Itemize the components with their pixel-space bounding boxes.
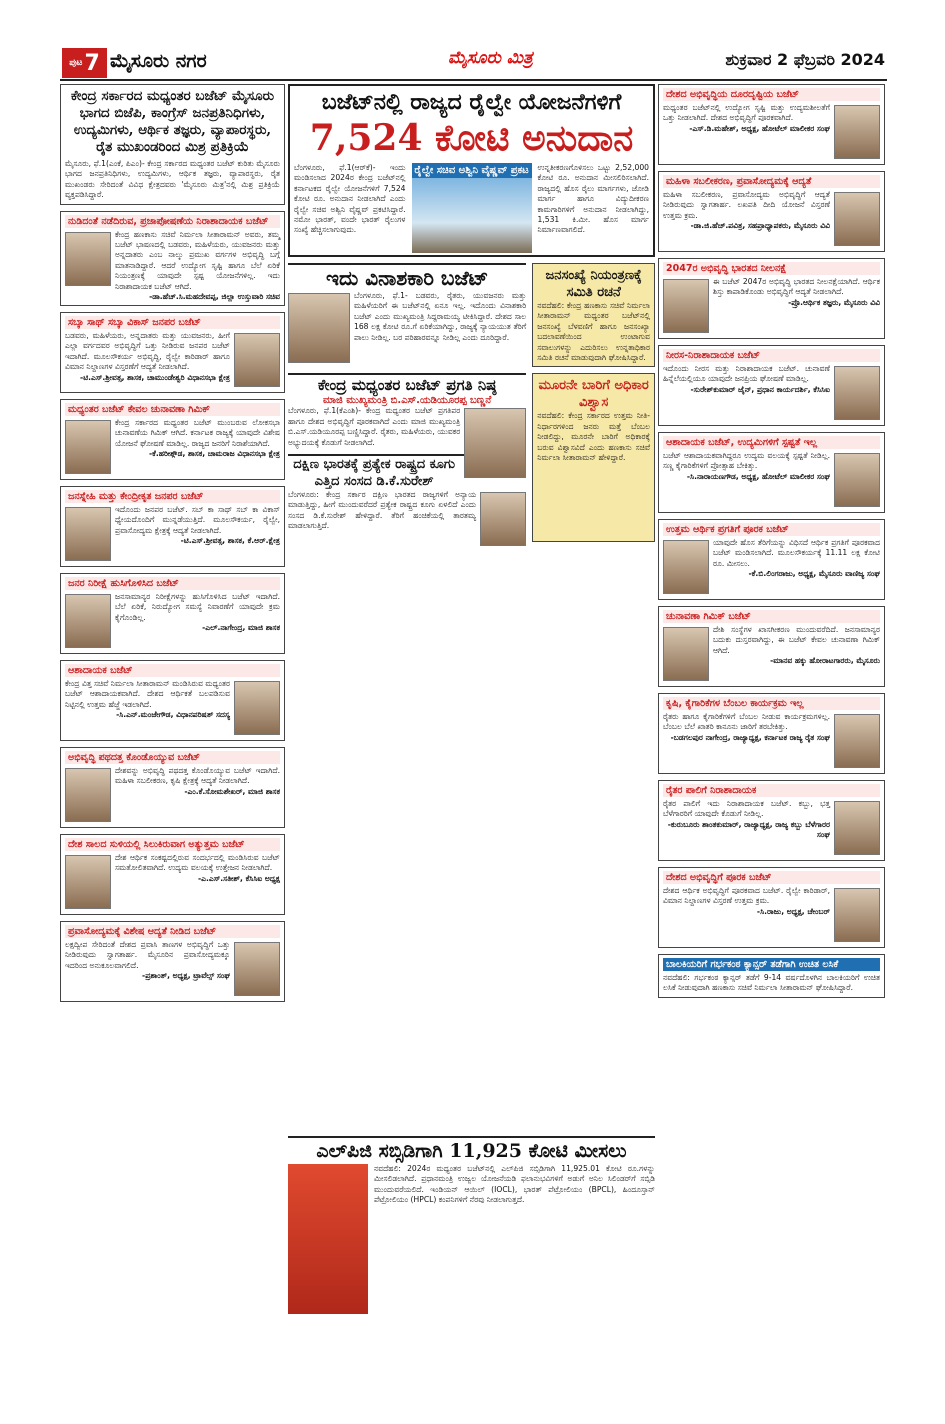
- lpg-cylinders-photo: [288, 1164, 368, 1314]
- opinion-signature: -ಸುರೇಶ್‌ಕುಮಾರ್ ಜೈನ್, ಪ್ರಧಾನ ಕಾರ್ಯದರ್ಶಿ, ಕೆಸಿಸಿಐ: [690, 384, 830, 394]
- left-lead-body: ಮೈಸೂರು, ಫೆ.1(ಎಂಕೆ, ಪಿಎಂ)- ಕೇಂದ್ರ ಸರ್ಕಾರದ ಮಧ್ಯಂತರ ಬಜೆಟ್ ಕುರಿತು ಮೈಸೂರು ಭಾಗದ ಜನಪ್ರತಿನಿಧಿಗಳು, ಉದ್ಯಮಿಗಳು, ಆರ್ಥಿಕ ತಜ್ಞರು, ವ್ಯಾಪಾರಸ್ಥರು, ರೈತ ಮುಖಂಡರು ಸೇರಿದಂತೆ ವಿವಿಧ ಕ್ಷೇತ್ರದವರು 'ಮೈಸೂರು ಮಿತ್ರ'ನಲ್ಲಿ ಮಿಶ್ರ ಪ್ರತಿಕ್ರಿಯೆ ವ್ಯಕ್ತಪಡಿಸಿದ್ದಾರೆ.: [65, 159, 280, 200]
- lead-body-left: ಬೆಂಗಳೂರು, ಫೆ.1(ಆರ್‌ಕೆ)- ಇಂದು ಮಂಡಿಸಲಾದ 2024ರ ಕೇಂದ್ರ ಬಜೆಟ್‌ನಲ್ಲಿ ಕರ್ನಾಟಕದ ರೈಲ್ವೇ ಯೋಜನೆಗಳಿಗೆ 7,524 ಕೋಟಿ ರೂ. ಅನುದಾನ ನೀಡಲಾಗಿದೆ ಎಂದು ರೈಲ್ವೇ ಸಚಿವ ಅಶ್ವಿನಿ ವೈಷ್ಣವ್ ಪ್ರಕಟಿಸಿದ್ದಾರೆ. ನಮೋ ಭಾರತ್, ವಂದೇ ಭಾರತ್ ರೈಲುಗಳ ಸಂಖ್ಯೆ ಹೆಚ್ಚಿಸಲಾಗುವುದು.: [294, 163, 406, 235]
- story3-subhead: ಮಾಜಿ ಮುಖ್ಯಮಂತ್ರಿ ಬಿ.ಎಸ್.ಯಡಿಯೂರಪ್ಪ ಬಣ್ಣನೆ: [322, 395, 492, 407]
- opinion-box: [60, 486, 285, 567]
- opinion-box: [60, 747, 285, 828]
- opinion-body: ಯಾವುದೇ ಹೊಸ ತೆರಿಗೆಯನ್ನು ವಿಧಿಸದೆ ಆರ್ಥಿಕ ಪ್ರಗತಿಗೆ ಪೂರಕವಾದ ಬಜೆಟ್ ಮಂಡಿಸಲಾಗಿದೆ. ಮೂಲಸೌಕರ್ಯಕ್ಕೆ 11.11 ಲಕ್ಷ ಕೋಟಿ ರೂ. ಮೀಸಲು.: [713, 538, 880, 568]
- opinion-body: ರೈತರ ಪಾಲಿಗೆ ಇದು ನಿರಾಶಾದಾಯಕ ಬಜೆಟ್. ಕಬ್ಬು, ಭತ್ತ ಬೆಳೆಗಾರರಿಗೆ ಯಾವುದೇ ಕೊಡುಗೆ ನೀಡಿಲ್ಲ.: [663, 799, 830, 819]
- opinion-kicker: ಪ್ರವಾಸೋದ್ಯಮಕ್ಕೆ ವಿಶೇಷ ಆದ್ಯತೆ ನೀಡಿದ ಬಜೆಟ್: [65, 925, 280, 938]
- opinion-box: [658, 867, 885, 948]
- opinion-body: ಕೇಂದ್ರ ಹಣಕಾಸು ಸಚಿವೆ ನಿರ್ಮಲಾ ಸೀತಾರಾಮನ್ ಅವರು, ತಮ್ಮ ಬಜೆಟ್ ಭಾಷಣದಲ್ಲಿ ಬಡವರು, ಮಹಿಳೆಯರು, ಯುವಜನರು ಮತ್ತು ಅನ್ನದಾತರು ಎಂಬ ನಾಲ್ಕು ಪ್ರಮುಖ ವರ್ಗಗಳ ಅಭಿವೃದ್ಧಿ ಬಗ್ಗೆ ಮಾತನಾಡಿದ್ದಾರೆ. ಆದರೆ ಉದ್ಯೋಗ ಸೃಷ್ಟಿ ಹಾಗೂ ಬೆಲೆ ಏರಿಕೆ ನಿಯಂತ್ರಣಕ್ಕೆ ಯಾವುದೇ ಸ್ಪಷ್ಟ ಯೋಜನೆಗಳಿಲ್ಲ. ಇದು ನಿರಾಶಾದಾಯಕ ಬಜೆಟ್ ಆಗಿದೆ.: [115, 229, 280, 291]
- opinion-signature: -ಪ್ರೊ.ಆರ್ಥಿಕ ತಜ್ಞರು, ಮೈಸೂರು ವಿವಿ: [788, 297, 880, 307]
- opinion-box: [658, 84, 885, 165]
- person-photo: [663, 540, 709, 594]
- story4-headline: ದಕ್ಷಿಣ ಭಾರತಕ್ಕೆ ಪ್ರತ್ಯೇಕ ರಾಷ್ಟ್ರದ ಕೂಗು ಎತ್ತಿದ ಸಂಸದ ಡಿ.ಕೆ.ಸುರೇಶ್: [293, 457, 455, 490]
- opinion-kicker: ನುಡಿದಂತೆ ನಡೆದಿರುವ, ಪ್ರಜಾಪೋಷಣೆಯ ನಿರಾಶಾದಾಯಕ ಬಜೆಟ್: [65, 215, 280, 228]
- story5-body: ನವದೆಹಲಿ: 2024ರ ಮಧ್ಯಂತರ ಬಜೆಟ್‌ನಲ್ಲಿ ಎಲ್‌ಪಿಜಿ ಸಬ್ಸಿಡಿಗಾಗಿ 11,925.01 ಕೋಟಿ ರೂ.ಗಳನ್ನು ಮೀಸಲಿಡಲಾಗಿದೆ. ಪ್ರಧಾನಮಂತ್ರಿ ಉಜ್ವಲ ಯೋಜನೆಯಡಿ ಫಲಾನುಭವಿಗಳಿಗೆ ಅಡುಗೆ ಅನಿಲ ಸಿಲಿಂಡರ್‌ಗೆ ಸಬ್ಸಿಡಿ ಮುಂದುವರೆಯಲಿದೆ. ಇಂಡಿಯನ್ ಆಯಿಲ್ (IOCL), ಭಾರತ್ ಪೆಟ್ರೋಲಿಯಂ (BPCL), ಹಿಂದೂಸ್ತಾನ್ ಪೆಟ್ರೋಲಿಯಂ (HPCL) ಕಂಪನಿಗಳಿಗೆ ನೆರವು ನೀಡಲಾಗುತ್ತದೆ.: [374, 1164, 655, 1205]
- person-photo: [65, 420, 111, 474]
- opinion-signature: -ಟಿ.ಎಸ್.ಶ್ರೀವತ್ಸ, ಶಾಸಕ, ಕೆ.ಆರ್.ಕ್ಷೇತ್ರ: [180, 536, 280, 546]
- opinion-box: [60, 211, 285, 306]
- person-photo: [65, 594, 111, 648]
- story3-body: ಬೆಂಗಳೂರು, ಫೆ.1(ಕೆಎಂಶಿ)- ಕೇಂದ್ರ ಮಧ್ಯಂತರ ಬಜೆಟ್ ಪ್ರಗತಿಪರ ಹಾಗೂ ದೇಶದ ಅಭಿವೃದ್ಧಿಗೆ ಪೂರಕವಾಗಿದೆ ಎಂದು ಮಾಜಿ ಮುಖ್ಯಮಂತ್ರಿ ಬಿ.ಎಸ್.ಯಡಿಯೂರಪ್ಪ ಬಣ್ಣಿಸಿದ್ದಾರೆ. ರೈತರು, ಮಹಿಳೆಯರು, ಯುವಕರ ಅಭ್ಯುದಯಕ್ಕೆ ಕೊಡುಗೆ ನೀಡಲಾಗಿದೆ.: [288, 406, 461, 447]
- chief-minister-photo: [288, 293, 350, 363]
- opinion-signature: -ಡಾ.ಜಿ.ಹೆಚ್.ಪವಿತ್ರ, ಸಹಪ್ರಾಧ್ಯಾಪಕರು, ಮೈಸೂರು ವಿವಿ: [690, 221, 830, 231]
- lead-callout: ರೈಲ್ವೇ ಸಚಿವ ಅಶ್ವಿನಿ ವೈಷ್ಣವ್ ಪ್ರಕಟ: [412, 163, 532, 178]
- left-lead-headline: ಕೇಂದ್ರ ಸರ್ಕಾರದ ಮಧ್ಯಂತರ ಬಜೆಟ್ ಮೈಸೂರು ಭಾಗದ ಬಿಜೆಪಿ, ಕಾಂಗ್ರೆಸ್ ಜನಪ್ರತಿನಿಧಿಗಳು, ಉದ್ಯಮಿಗಳು, ಆರ್ಥಿಕ ತಜ್ಞರು, ವ್ಯಾಪಾರಸ್ಥರು, ರೈತ ಮುಖಂಡರಿಂದ ಮಿಶ್ರ ಪ್ರತಿಕ್ರಿಯೆ: [70, 88, 275, 155]
- opinion-body: ದೇಶಿ ಸಂಸ್ಥೆಗಳ ಖಾಸಗೀಕರಣ ಮುಂದುವರೆದಿದೆ. ಜನಸಾಮಾನ್ಯರ ಬದುಕು ದುಸ್ತರವಾಗಿದ್ದು, ಈ ಬಜೆಟ್ ಕೇವಲ ಚುನಾವಣಾ ಗಿಮಿಕ್ ಆಗಿದೆ.: [713, 625, 880, 655]
- person-photo: [65, 507, 111, 561]
- opinion-box: [60, 312, 285, 393]
- opinion-box: [658, 171, 885, 252]
- left-column: [60, 84, 285, 1404]
- opinion-body: ದೇಶವನ್ನು ಅಭಿವೃದ್ಧಿ ಪಥದತ್ತ ಕೊಂಡೊಯ್ಯುವ ಬಜೆಟ್ ಇದಾಗಿದೆ. ಮಹಿಳಾ ಸಬಲೀಕರಣ, ಕೃಷಿ ಕ್ಷೇತ್ರಕ್ಕೆ ಆದ್ಯತೆ ನೀಡಲಾಗಿದೆ.: [115, 766, 280, 786]
- opinion-body: ರೈತರು ಹಾಗೂ ಕೈಗಾರಿಕೆಗಳಿಗೆ ಬೆಂಬಲ ನೀಡುವ ಕಾರ್ಯಕ್ರಮಗಳಿಲ್ಲ. ಬೆಂಬಲ ಬೆಲೆ ಖಾತರಿ ಕಾನೂನು ಜಾರಿಗೆ ತರಬೇಕಿತ್ತು.: [663, 712, 830, 732]
- opinion-body: ಬಜೆಟ್ ಆಶಾದಾಯಕವಾಗಿದ್ದರೂ ಉದ್ಯಮ ವಲಯಕ್ಕೆ ಸ್ಪಷ್ಟತೆ ನೀಡಿಲ್ಲ. ಸಣ್ಣ ಕೈಗಾರಿಕೆಗಳಿಗೆ ಪ್ರೋತ್ಸಾಹ ಬೇಕಿತ್ತು.: [663, 451, 830, 471]
- story-progress-budget: [288, 373, 526, 448]
- yediyurappa-photo: [464, 408, 526, 478]
- opinion-signature: -ಸಿ.ಎನ್.ಮಂಜೇಗೌಡ, ವಿಧಾನಪರಿಷತ್ ಸದಸ್ಯ: [116, 710, 230, 720]
- opinion-kicker: ಜನರ ನಿರೀಕ್ಷೆ ಹುಸಿಗೊಳಿಸಿದ ಬಜೆಟ್: [65, 577, 280, 590]
- census-box: [532, 263, 655, 367]
- opinion-body: ಇದೊಂದು ಜನಪರ ಬಜೆಟ್. ಸಬ್ ಕಾ ಸಾಥ್ ಸಬ್ ಕಾ ವಿಕಾಸ್ ಧ್ಯೇಯದೊಂದಿಗೆ ಮುನ್ನಡೆಯುತ್ತಿದೆ. ಮೂಲಸೌಕರ್ಯ, ರೈಲ್ವೇ, ಪ್ರವಾಸೋದ್ಯಮ ಕ್ಷೇತ್ರಕ್ಕೆ ಆದ್ಯತೆ ನೀಡಲಾಗಿದೆ.: [115, 505, 280, 535]
- story5-headline: ಎಲ್‌ಪಿಜಿ ಸಬ್ಸಿಡಿಗಾಗಿ 11,925 ಕೋಟಿ ಮೀಸಲು: [316, 1140, 627, 1162]
- opinion-signature: -ಮಾನವ ಹಕ್ಕು ಹೋರಾಟಗಾರರು, ಮೈಸೂರು: [770, 656, 880, 666]
- opinion-signature: -ಕೆ.ಹರೀಶ್ಗೌಡ, ಶಾಸಕ, ಚಾಮರಾಜ ವಿಧಾನಸಭಾ ಕ್ಷೇತ್ರ: [148, 449, 280, 459]
- vaccine-story: [658, 954, 885, 998]
- lead-body-right: ಉನ್ನತೀಕರಣಗೊಳಿಸಲು ಒಟ್ಟು 2,52,000 ಕೋಟಿ ರೂ. ಅನುದಾನ ಮೀಸಲಿರಿಸಲಾಗಿದೆ. ರಾಜ್ಯದಲ್ಲಿ ಹೊಸ ರೈಲು ಮಾರ್ಗಗಳು, ಜೋಡಿ ಮಾರ್ಗ ಹಾಗೂ ವಿದ್ಯುದೀಕರಣ ಕಾಮಗಾರಿಗಳಿಗೆ ಅನುದಾನ ನೀಡಲಾಗಿದ್ದು, 1,531 ಕಿ.ಮೀ. ಹೊಸ ಮಾರ್ಗ ನಿರ್ಮಾಣವಾಗಲಿದೆ.: [537, 163, 649, 235]
- page-label: ಪುಟ: [69, 58, 83, 68]
- story-destructive-budget: [288, 263, 526, 343]
- page-number: 7: [84, 50, 100, 76]
- opinion-kicker: ಮಧ್ಯಂತರ ಬಜೆಟ್ ಕೇವಲ ಚುನಾವಣಾ ಗಿಮಿಕ್: [65, 403, 280, 416]
- opinion-signature: -ಎ.ಎಸ್.ಸತೀಶ್, ಕೆಸಿಸಿಐ ಅಧ್ಯಕ್ಷ: [198, 873, 280, 883]
- person-photo: [234, 333, 280, 387]
- opinion-signature: -ಬಡಗಲಪುರ ನಾಗೇಂದ್ರ, ರಾಜ್ಯಾಧ್ಯಕ್ಷ, ಕರ್ನಾಟಕ ರಾಜ್ಯ ರೈತ ಸಂಘ: [670, 732, 830, 742]
- lead-headline-line2: 7,524 ಕೋಟಿ ಅನುದಾನ: [309, 117, 634, 159]
- person-photo: [834, 453, 880, 507]
- opinion-signature: -ಎಂ.ಕೆ.ಸೋಮಶೇಖರ್, ಮಾಜಿ ಶಾಸಕ: [184, 786, 280, 796]
- opinion-box: [658, 519, 885, 600]
- person-photo: [65, 232, 111, 286]
- opinion-kicker: ಆಶಾದಾಯಕ ಬಜೆಟ್: [65, 664, 280, 677]
- opinion-box: [658, 780, 885, 861]
- story4-body: ಬೆಂಗಳೂರು: ಕೇಂದ್ರ ಸರ್ಕಾರ ದಕ್ಷಿಣ ಭಾರತದ ರಾಜ್ಯಗಳಿಗೆ ಅನ್ಯಾಯ ಮಾಡುತ್ತಿದ್ದು, ಹೀಗೆ ಮುಂದುವರೆದರೆ ಪ್ರತ್ಯೇಕ ರಾಷ್ಟ್ರದ ಕೂಗು ಏಳಲಿದೆ ಎಂದು ಸಂಸದ ಡಿ.ಕೆ.ಸುರೇಶ್ ಹೇಳಿದ್ದಾರೆ. ತೆರಿಗೆ ಹಂಚಿಕೆಯಲ್ಲಿ ತಾರತಮ್ಯ ಮಾಡಲಾಗುತ್ತಿದೆ.: [288, 490, 477, 531]
- story-lpg: [288, 1136, 655, 1406]
- person-photo: [234, 942, 280, 996]
- opinion-body: ಇದೊಂದು ನೀರಸ ಮತ್ತು ನಿರಾಶಾದಾಯಕ ಬಜೆಟ್. ಚುನಾವಣೆ ಹಿನ್ನೆಲೆಯಲ್ಲಿಯೂ ಯಾವುದೇ ಜನಪ್ರಿಯ ಘೋಷಣೆ ಮಾಡಿಲ್ಲ.: [663, 364, 830, 384]
- left-lead-box: [60, 84, 285, 205]
- opinion-kicker: ನೀರಸ-ನಿರಾಶಾದಾಯಕ ಬಜೆಟ್: [663, 349, 880, 362]
- trust-headline: ಮೂರನೇ ಬಾರಿಗೆ ಅಧಿಕಾರ ವಿಶ್ವಾಸ: [538, 378, 649, 411]
- person-photo: [834, 105, 880, 159]
- opinion-box: [658, 258, 885, 339]
- opinion-kicker: ದೇಶ ಸಾಲದ ಸುಳಿಯಲ್ಲಿ ಸಿಲುಕಿರುವಾಗ ಅತ್ಯುತ್ತಮ ಬಜೆಟ್: [65, 838, 280, 851]
- opinion-body: ದೇಶ ಆರ್ಥಿಕ ಸಂಕಷ್ಟದಲ್ಲಿರುವ ಸಂದರ್ಭದಲ್ಲಿ ಮಂಡಿಸಿರುವ ಬಜೆಟ್ ಸಮತೋಲಿತವಾಗಿದೆ. ಉದ್ಯಮ ವಲಯಕ್ಕೆ ಉತ್ತೇಜನ ನೀಡಲಾಗಿದೆ.: [115, 853, 280, 873]
- opinion-kicker: ಜನಸ್ನೇಹಿ ಮತ್ತು ಕೇಂದ್ರೀಕೃತ ಜನಪರ ಬಜೆಟ್: [65, 490, 280, 503]
- person-photo: [834, 714, 880, 768]
- opinion-kicker: ರೈತರ ಪಾಲಿಗೆ ನಿರಾಶಾದಾಯಕ: [663, 784, 880, 797]
- person-photo: [65, 768, 111, 822]
- opinion-box: [658, 345, 885, 426]
- opinion-body: ಕೇಂದ್ರ ಸರ್ಕಾರದ ಮಧ್ಯಂತರ ಬಜೆಟ್ ಮುಂಬರುವ ಲೋಕಸಭಾ ಚುನಾವಣೆಯ ಗಿಮಿಕ್ ಆಗಿದೆ. ಕರ್ನಾಟಕ ರಾಜ್ಯಕ್ಕೆ ಯಾವುದೇ ವಿಶೇಷ ಯೋಜನೆ ಘೋಷಣೆ ಮಾಡಿಲ್ಲ. ರಾಜ್ಯದ ಜನರಿಗೆ ನಿರಾಶೆಯಾಗಿದೆ.: [115, 418, 280, 448]
- opinion-signature: -ಎಸ್.ಡಿ.ಮಹೇಶ್, ಅಧ್ಯಕ್ಷ, ಹೋಟೆಲ್ ಮಾಲೀಕರ ಸಂಘ: [689, 123, 830, 133]
- opinion-box: [60, 573, 285, 654]
- opinion-body: ಕೇಂದ್ರ ವಿತ್ತ ಸಚಿವೆ ನಿರ್ಮಲಾ ಸೀತಾರಾಮನ್ ಮಂಡಿಸಿರುವ ಮಧ್ಯಂತರ ಬಜೆಟ್ ಆಶಾದಾಯಕವಾಗಿದೆ. ದೇಶದ ಆರ್ಥಿಕತೆ ಬಲಪಡಿಸುವ ನಿಟ್ಟಿನಲ್ಲಿ ಉತ್ತಮ ಹೆಜ್ಜೆ ಇಡಲಾಗಿದೆ.: [65, 679, 230, 709]
- person-photo: [834, 888, 880, 942]
- right-column: [658, 84, 885, 1404]
- opinion-box: [658, 693, 885, 774]
- issue-date: ಶುಕ್ರವಾರ 2 ಫೆಬ್ರವರಿ 2024: [725, 50, 885, 69]
- person-photo: [834, 366, 880, 420]
- census-headline: ಜನಸಂಖ್ಯೆ ನಿಯಂತ್ರಣಕ್ಕೆ ಸಮಿತಿ ರಚನೆ: [545, 268, 642, 300]
- opinion-signature: -ಸಿ.ನಾರಾಯಣಗೌಡ, ಅಧ್ಯಕ್ಷ, ಹೋಟೆಲ್ ಮಾಲೀಕರ ಸಂಘ: [686, 471, 830, 481]
- lead-story: [288, 84, 655, 257]
- opinion-body: ಈ ಬಜೆಟ್ 2047ರ ಅಭಿವೃದ್ಧಿ ಭಾರತದ ನೀಲನಕ್ಷೆಯಾಗಿದೆ. ಆರ್ಥಿಕ ಶಿಸ್ತು ಕಾಪಾಡಿಕೊಂಡು ಅಭಿವೃದ್ಧಿಗೆ ಆದ್ಯತೆ ನೀಡಲಾಗಿದೆ.: [713, 277, 880, 297]
- person-photo: [834, 801, 880, 855]
- masthead: [0, 0, 945, 78]
- opinion-signature: -ಪ್ರಶಾಂತ್, ಅಧ್ಯಕ್ಷ, ಟ್ರಾವೆಲ್ಸ್ ಸಂಘ: [142, 971, 230, 981]
- opinion-kicker: ಅಭಿವೃದ್ಧಿ ಪಥದತ್ತ ಕೊಂಡೊಯ್ಯುವ ಬಜೆಟ್: [65, 751, 280, 764]
- opinion-box: [60, 399, 285, 480]
- opinion-signature: -ಕೆ.ಬಿ.ಲಿಂಗರಾಜು, ಅಧ್ಯಕ್ಷ, ಮೈಸೂರು ವಾಣಿಜ್ಯ ಸಂಘ: [748, 569, 880, 579]
- opinion-box: [658, 432, 885, 513]
- opinion-body: ಬಡವರು, ಮಹಿಳೆಯರು, ಅನ್ನದಾತರು ಮತ್ತು ಯುವಜನರು, ಹೀಗೆ ಎಲ್ಲಾ ವರ್ಗದವರ ಅಭಿವೃದ್ಧಿಗೆ ಒತ್ತು ನೀಡಿರುವ ಜನಪರ ಬಜೆಟ್ ಇದಾಗಿದೆ. ಮೂಲಸೌಕರ್ಯ ಅಭಿವೃದ್ಧಿ, ರೈಲ್ವೇ ಕಾರಿಡಾರ್ ಹಾಗೂ ವಿಮಾನ ನಿಲ್ದಾಣಗಳ ವಿಸ್ತರಣೆಗೆ ಆದ್ಯತೆ ನೀಡಲಾಗಿದೆ.: [65, 331, 230, 372]
- opinion-box: [60, 660, 285, 741]
- story2-headline: ಇದು ವಿನಾಶಕಾರಿ ಬಜೆಟ್: [325, 266, 489, 290]
- opinion-kicker: ಮಹಿಳಾ ಸಬಲೀಕರಣ, ಪ್ರವಾಸೋದ್ಯಮಕ್ಕೆ ಆದ್ಯತೆ: [663, 175, 880, 188]
- opinion-kicker: ದೇಶದ ಅಭಿವೃದ್ಧಿಗೆ ಪೂರಕ ಬಜೆಟ್: [663, 871, 880, 884]
- vaccine-headline: ಬಾಲಕಿಯರಿಗೆ ಗರ್ಭಕಂಠ ಕ್ಯಾನ್ಸರ್ ತಡೆಗಾಗಿ ಉಚಿತ ಲಸಿಕೆ: [663, 958, 880, 971]
- opinion-box: [658, 606, 885, 687]
- masthead-rule: [60, 79, 887, 81]
- trust-body: ನವದೆಹಲಿ: ಕೇಂದ್ರ ಸರ್ಕಾರದ ಉತ್ತಮ ನೀತಿ-ನಿರ್ಧಾರಗಳಿಂದ ಜನರು ಮತ್ತೆ ಬೆಂಬಲ ನೀಡಲಿದ್ದು, ಮೂರನೇ ಬಾರಿಗೆ ಅಧಿಕಾರಕ್ಕೆ ಬರುವ ವಿಶ್ವಾಸವಿದೆ ಎಂದು ಹಣಕಾಸು ಸಚಿವೆ ನಿರ್ಮಲಾ ಸೀತಾರಾಮನ್ ಹೇಳಿದ್ದಾರೆ.: [537, 411, 650, 463]
- newspaper-logo: ಮೈಸೂರು ಮಿತ್ರ: [448, 48, 533, 68]
- person-photo: [65, 855, 111, 909]
- person-photo: [834, 192, 880, 246]
- person-photo: [663, 627, 709, 681]
- dk-suresh-photo: [480, 492, 526, 546]
- trust-box: [532, 373, 655, 542]
- opinion-signature: -ಕುರುಬೂರು ಶಾಂತಕುಮಾರ್, ರಾಜ್ಯಾಧ್ಯಕ್ಷ, ರಾಜ್ಯ ಕಬ್ಬು ಬೆಳೆಗಾರರ ಸಂಘ: [667, 819, 830, 839]
- opinion-body: ಲಕ್ಷದ್ವೀಪ ಸೇರಿದಂತೆ ದೇಶದ ಪ್ರವಾಸಿ ತಾಣಗಳ ಅಭಿವೃದ್ಧಿಗೆ ಒತ್ತು ನೀಡಿರುವುದು ಸ್ವಾಗತಾರ್ಹ. ಮೈಸೂರಿನ ಪ್ರವಾಸೋದ್ಯಮಕ್ಕೂ ಇದರಿಂದ ಅನುಕೂಲವಾಗಲಿದೆ.: [65, 940, 230, 970]
- person-photo: [663, 279, 709, 333]
- opinion-body: ಮಹಿಳಾ ಸಬಲೀಕರಣ, ಪ್ರವಾಸೋದ್ಯಮ ಅಭಿವೃದ್ಧಿಗೆ ಆದ್ಯತೆ ನೀಡಿರುವುದು ಸ್ವಾಗತಾರ್ಹ. ಲಖಪತಿ ದೀದಿ ಯೋಜನೆ ವಿಸ್ತರಣೆ ಉತ್ತಮ ಕ್ರಮ.: [663, 190, 830, 220]
- section-title: ಮೈಸೂರು ನಗರ: [110, 50, 207, 72]
- vaccine-body: ನವದೆಹಲಿ: ಗರ್ಭಕಂಠ ಕ್ಯಾನ್ಸರ್ ತಡೆಗೆ 9-14 ವರ್ಷದೊಳಗಿನ ಬಾಲಕಿಯರಿಗೆ ಉಚಿತ ಲಸಿಕೆ ನೀಡುವುದಾಗಿ ಹಣಕಾಸು ಸಚಿವೆ ನಿರ್ಮಲಾ ಸೀತಾರಾಮನ್ ಘೋಷಿಸಿದ್ದಾರೆ.: [663, 973, 880, 993]
- opinion-body: ದೇಶದ ಆರ್ಥಿಕ ಅಭಿವೃದ್ಧಿಗೆ ಪೂರಕವಾದ ಬಜೆಟ್. ರೈಲ್ವೇ ಕಾರಿಡಾರ್, ವಿಮಾನ ನಿಲ್ದಾಣಗಳ ವಿಸ್ತರಣೆ ಉತ್ತಮ ಕ್ರಮ.: [663, 886, 830, 906]
- census-body: ನವದೆಹಲಿ: ಕೇಂದ್ರ ಹಣಕಾಸು ಸಚಿವೆ ನಿರ್ಮಲಾ ಸೀತಾರಾಮನ್ ಮಧ್ಯಂತರ ಬಜೆಟ್‌ನಲ್ಲಿ ಜನಸಂಖ್ಯೆ ಬೆಳವಣಿಗೆ ಹಾಗೂ ಜನಸಂಖ್ಯಾ ಬದಲಾವಣೆಯಿಂದ ಉಂಟಾಗುವ ಸವಾಲುಗಳನ್ನು ಎದುರಿಸಲು ಉನ್ನತಾಧಿಕಾರ ಸಮಿತಿ ರಚನೆ ಮಾಡುವುದಾಗಿ ಘೋಷಿಸಿದ್ದಾರೆ.: [537, 301, 650, 363]
- story2-body: ಬೆಂಗಳೂರು, ಫೆ.1- ಬಡವರು, ರೈತರು, ಯುವಜನರು ಮತ್ತು ಮಹಿಳೆಯರಿಗೆ ಈ ಬಜೆಟ್‌ನಲ್ಲಿ ಏನೂ ಇಲ್ಲ. ಇದೊಂದು ವಿನಾಶಕಾರಿ ಬಜೆಟ್ ಎಂದು ಮುಖ್ಯಮಂತ್ರಿ ಸಿದ್ದರಾಮಯ್ಯ ಟೀಕಿಸಿದ್ದಾರೆ. ದೇಶದ ಸಾಲ 168 ಲಕ್ಷ ಕೋಟಿ ರೂ.ಗೆ ಏರಿಕೆಯಾಗಿದ್ದು, ರಾಜ್ಯಕ್ಕೆ ನ್ಯಾಯಯುತ ತೆರಿಗೆ ಪಾಲು ನೀಡಿಲ್ಲ. ಬರ ಪರಿಹಾರವನ್ನೂ ನೀಡಿಲ್ಲ ಎಂದು ದೂರಿದ್ದಾರೆ.: [354, 291, 527, 342]
- opinion-kicker: ಚುನಾವಣಾ ಗಿಮಿಕ್ ಬಜೆಟ್: [663, 610, 880, 623]
- opinion-body: ಮಧ್ಯಂತರ ಬಜೆಟ್‌ನಲ್ಲಿ ಉದ್ಯೋಗ ಸೃಷ್ಟಿ ಮತ್ತು ಉದ್ಯಮಶೀಲತೆಗೆ ಒತ್ತು ನೀಡಲಾಗಿದೆ. ದೇಶದ ಅಭಿವೃದ್ಧಿಗೆ ಪೂರಕವಾಗಿದೆ.: [663, 103, 830, 123]
- opinion-signature: -ಎಲ್.ನಾಗೇಂದ್ರ, ಮಾಜಿ ಶಾಸಕ: [202, 623, 280, 633]
- opinion-kicker: ಸಬ್ಕಾ ಸಾಥ್ ಸಬ್ಕಾ ವಿಕಾಸ್ ಜನಪರ ಬಜೆಟ್: [65, 316, 280, 329]
- opinion-kicker: ಕೃಷಿ, ಕೈಗಾರಿಕೆಗಳ ಬೆಂಬಲ ಕಾರ್ಯಕ್ರಮ ಇಲ್ಲ: [663, 697, 880, 710]
- opinion-signature: -ಡಾ.ಹೆಚ್.ಸಿ.ಮಹದೇವಪ್ಪ, ಜಿಲ್ಲಾ ಉಸ್ತುವಾರಿ ಸಚಿವ: [149, 292, 280, 302]
- opinion-kicker: ಉತ್ತಮ ಆರ್ಥಿಕ ಪ್ರಗತಿಗೆ ಪೂರಕ ಬಜೆಟ್: [663, 523, 880, 536]
- opinion-body: ಜನಸಾಮಾನ್ಯರ ನಿರೀಕ್ಷೆಗಳನ್ನು ಹುಸಿಗೊಳಿಸಿದ ಬಜೆಟ್ ಇದಾಗಿದೆ. ಬೆಲೆ ಏರಿಕೆ, ನಿರುದ್ಯೋಗ ಸಮಸ್ಯೆ ನಿವಾರಣೆಗೆ ಯಾವುದೇ ಕ್ರಮ ಕೈಗೊಂಡಿಲ್ಲ.: [115, 592, 280, 622]
- opinion-box: [60, 921, 285, 1002]
- train-photo: [412, 178, 532, 253]
- person-photo: [234, 681, 280, 735]
- page-number-badge: [62, 48, 107, 78]
- opinion-kicker: ದೇಶದ ಅಭಿವೃದ್ಧಿಯ ದೂರದೃಷ್ಟಿಯ ಬಜೆಟ್: [663, 88, 880, 101]
- lead-headline-line1: ಬಜೆಟ್‌ನಲ್ಲಿ ರಾಜ್ಯದ ರೈಲ್ವೇ ಯೋಜನೆಗಳಿಗೆ: [321, 89, 622, 115]
- story3-headline: ಕೇಂದ್ರ ಮಧ್ಯಂತರ ಬಜೆಟ್ ಪ್ರಗತಿ ನಿಷ್ಠ: [317, 376, 497, 395]
- opinion-signature: -ಸಿ.ರಾಜು, ಅಧ್ಯಕ್ಷ, ಚೇಂಬರ್: [756, 906, 830, 916]
- opinion-box: [60, 834, 285, 915]
- opinion-signature: -ಟಿ.ಎಸ್.ಶ್ರೀವತ್ಸ, ಶಾಸಕ, ಚಾಮುಂಡೇಶ್ವರಿ ವಿಧಾನಸಭಾ ಕ್ಷೇತ್ರ: [80, 372, 230, 382]
- opinion-kicker: 2047ರ ಅಭಿವೃದ್ಧಿ ಭಾರತದ ನೀಲನಕ್ಷೆ: [663, 262, 880, 275]
- opinion-kicker: ಆಶಾದಾಯಕ ಬಜೆಟ್, ಉದ್ಯಮಿಗಳಿಗೆ ಸ್ಪಷ್ಟತೆ ಇಲ್ಲ: [663, 436, 880, 449]
